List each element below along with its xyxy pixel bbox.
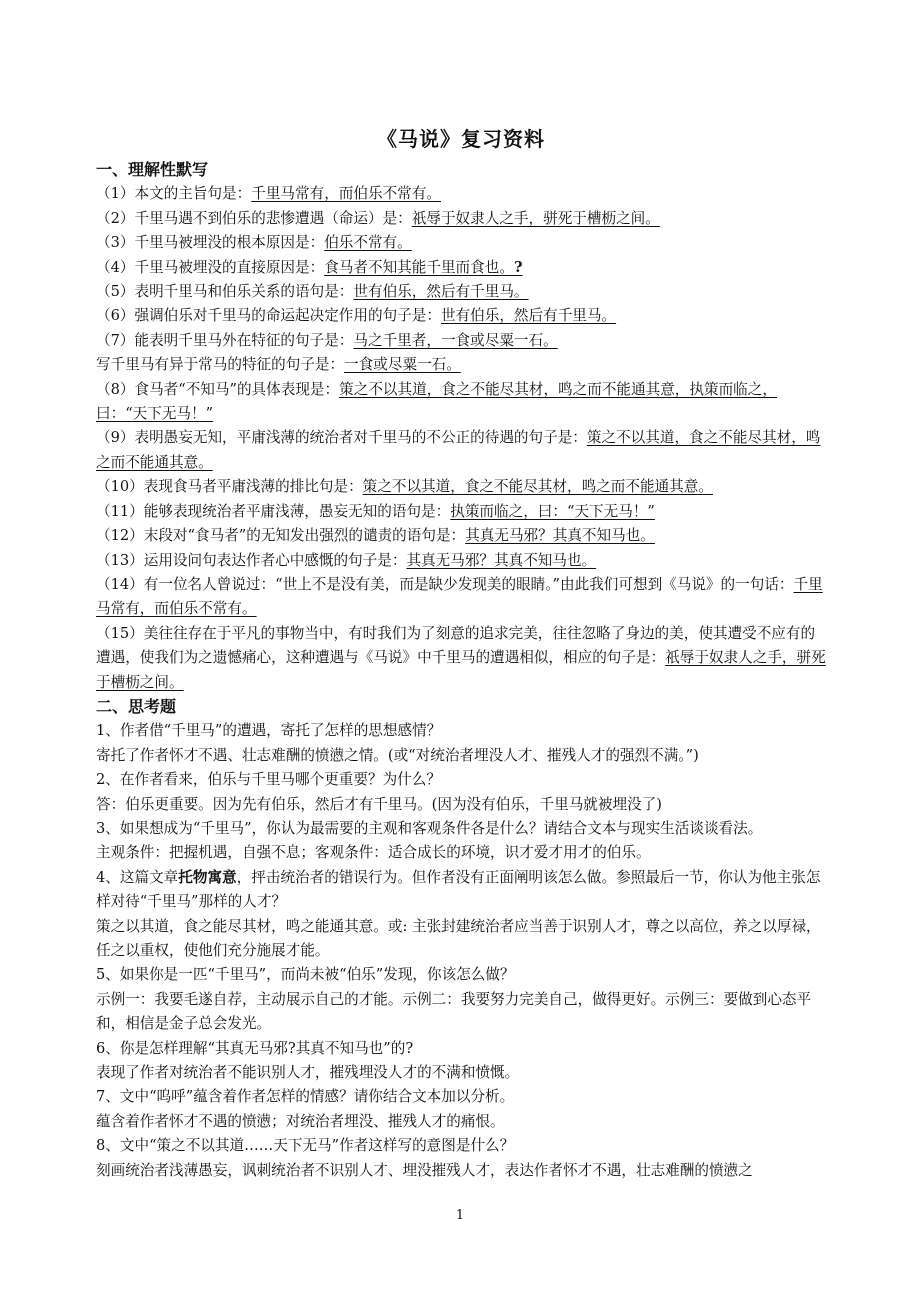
question-text: 3、如果想成为“千里马”，你认为最需要的主观和客观条件各是什么？请结合文本与现实生活谈谈看法。 — [96, 819, 763, 837]
answer-paragraph: 主观条件：把握机遇，自强不息；客观条件：适合成长的环境，识才爱才用才的伯乐。 — [96, 844, 651, 862]
question-text: 4、这篇文章托物寓意，抨击统治者的错误行为。但作者没有正面阐明该怎么做。参照最后一节，你认为他主张怎样对待“千里马”那样的人才？ — [96, 868, 821, 911]
section-heading-recitation: 一、理解性默写 — [96, 160, 209, 179]
recitation-item: 写千里马有异于常马的特征的句子是：一食或尽粟一石。 — [96, 356, 461, 374]
answer-paragraph: 蕴含着作者怀才不遇的愤懑；对统治者埋没、摧残人才的痛恨。 — [96, 1112, 505, 1130]
recitation-item: （10）表现食马者平庸浅薄的排比句是：策之不以其道，食之不能尽其材，鸣之而不能通其意。 — [96, 478, 713, 496]
section-heading-questions: 二、思考题 — [96, 696, 177, 716]
question-text: 7、文中“呜呼”蕴含着作者怎样的情感？请你结合文本加以分析。 — [96, 1088, 515, 1106]
answer-text: 伯乐不常有。 — [324, 234, 412, 252]
answer-paragraph: 寄托了作者怀才不遇、壮志难酬的愤懑之情。(或“对统治者埋没人才、摧残人才的强烈不满。”) — [96, 746, 699, 764]
recitation-item: （5）表明千里马和伯乐关系的语句是：世有伯乐，然后有千里马。 — [96, 283, 529, 301]
answer-text: 策之不以其道，食之不能尽其材，鸣之而不能通其意。 — [96, 429, 821, 471]
recitation-item: （1）本文的主旨句是：千里马常有，而伯乐不常有。 — [96, 185, 441, 203]
answer-text: 其真无马邪？其真不知马也。 — [406, 551, 597, 569]
bold-term: 托物寓意 — [178, 868, 237, 886]
answer-paragraph: 刻画统治者浅薄愚妄，讽刺统治者不识别人才、埋没摧残人才，表达作者怀才不遇，壮志难酬的愤懑之 — [96, 1161, 753, 1179]
recitation-item: （11）能够表现统治者平庸浅薄，愚妄无知的语句是：执策而临之，曰：“天下无马！” — [96, 502, 655, 520]
question-text: 1、作者借“千里马”的遭遇，寄托了怎样的思想感情？ — [96, 722, 442, 740]
recitation-item: （13）运用设问句表达作者心中感慨的句子是：其真无马邪？其真不知马也。 — [96, 551, 597, 569]
answer-text: 一食或尽粟一石。 — [344, 356, 461, 374]
recitation-item: （8）食马者“不知马”的具体表现是：策之不以其道，食之不能尽其材，鸣之而不能通其意，执策而临之，曰：“天下无马！” — [96, 380, 777, 423]
answer-text: 食马者不知其能千里而食也。 — [324, 258, 514, 276]
answer-text: 世有伯乐，然后有千里马。 — [353, 283, 529, 301]
recitation-item: （15）美往往存在于平凡的事物当中，有时我们为了刻意的追求完美，往往忽略了身边的美，使其遭受不应有的遭遇，使我们为之遗憾痛心，这种遭遇与《马说》中千里马的遭遇相似，相应的句子是：祇辱于奴隶人之手，骈死于槽枥之间。 — [96, 624, 826, 691]
recitation-item: （12）末段对“食马者”的无知发出强烈的谴责的语句是：其真无马邪？其真不知马也。 — [96, 527, 655, 545]
recitation-item: （6）强调伯乐对千里马的命运起决定作用的句子是：世有伯乐，然后有千里马。 — [96, 307, 617, 325]
answer-tail: ? — [513, 258, 523, 276]
question-text: 8、文中“策之不以其道……天下无马”作者这样写的意图是什么？ — [96, 1137, 515, 1155]
answer-text: 祇辱于奴隶人之手，骈死于槽枥之间。 — [411, 209, 660, 227]
answer-paragraph: 答：伯乐更重要。因为先有伯乐，然后才有千里马。(因为没有伯乐，千里马就被埋没了) — [96, 795, 662, 813]
answer-text: 世有伯乐，然后有千里马。 — [440, 307, 617, 325]
answer-text: 千里马常有，而伯乐不常有。 — [96, 575, 823, 618]
recitation-item: （9）表明愚妄无知，平庸浅薄的统治者对千里马的不公正的待遇的句子是：策之不以其道，食之不能尽其材，鸣之而不能通其意。 — [96, 429, 821, 471]
answer-text: 其真无马邪？其真不知马也。 — [465, 527, 655, 545]
answer-text: 策之不以其道，食之不能尽其材，鸣之而不能通其意，执策而临之，曰：“天下无马！” — [96, 380, 777, 423]
recitation-item: （3）千里马被埋没的根本原因是：伯乐不常有。 — [96, 234, 412, 252]
answer-text: 执策而临之，曰：“天下无马！” — [450, 502, 655, 520]
answer-paragraph: 表现了作者对统治者不能识别人才，摧残埋没人才的不满和愤慨。 — [96, 1064, 520, 1082]
recitation-item: （7）能表明千里马外在特征的句子是：马之千里者，一食或尽粟一石。 — [96, 331, 558, 349]
question-text: 5、如果你是一匹“千里马”，而尚未被“伯乐”发现，你该怎么做？ — [96, 966, 515, 984]
page-number: 1 — [455, 1208, 465, 1223]
answer-text: 马之千里者，一食或尽粟一石。 — [353, 331, 558, 349]
document-page — [96, 122, 826, 1183]
answer-text: 祇辱于奴隶人之手，骈死于槽枥之间。 — [96, 649, 826, 691]
recitation-item: （2）千里马遇不到伯乐的悲惨遭遇（命运）是：祇辱于奴隶人之手，骈死于槽枥之间。 — [96, 209, 660, 227]
answer-paragraph: 示例一：我要毛遂自荐，主动展示自己的才能。示例二：我要努力完美自己，做得更好。示例三：要做到心态平和，相信是金子总会发光。 — [96, 990, 812, 1033]
recitation-item: （14）有一位名人曾说过：“世上不是没有美，而是缺少发现美的眼睛。”由此我们可想到《马说》的一句话：千里马常有，而伯乐不常有。 — [96, 575, 823, 618]
answer-paragraph: 策之以其道，食之能尽其材，鸣之能通其意。或: 主张封建统治者应当善于识别人才，尊之以高位，养之以厚禄，任之以重权，使他们充分施展才能。 — [96, 917, 821, 959]
recitation-item: （4）千里马被埋没的直接原因是：食马者不知其能千里而食也。? — [96, 258, 523, 276]
page-title: 《马说》复习资料 — [377, 127, 545, 151]
question-text: 2、在作者看来，伯乐与千里马哪个更重要？为什么？ — [96, 771, 441, 789]
question-text: 6、你是怎样理解“其真无马邪?其真不知马也”的? — [96, 1039, 414, 1057]
answer-text: 策之不以其道，食之不能尽其材，鸣之而不能通其意。 — [362, 478, 713, 496]
answer-text: 千里马常有，而伯乐不常有。 — [251, 185, 441, 203]
